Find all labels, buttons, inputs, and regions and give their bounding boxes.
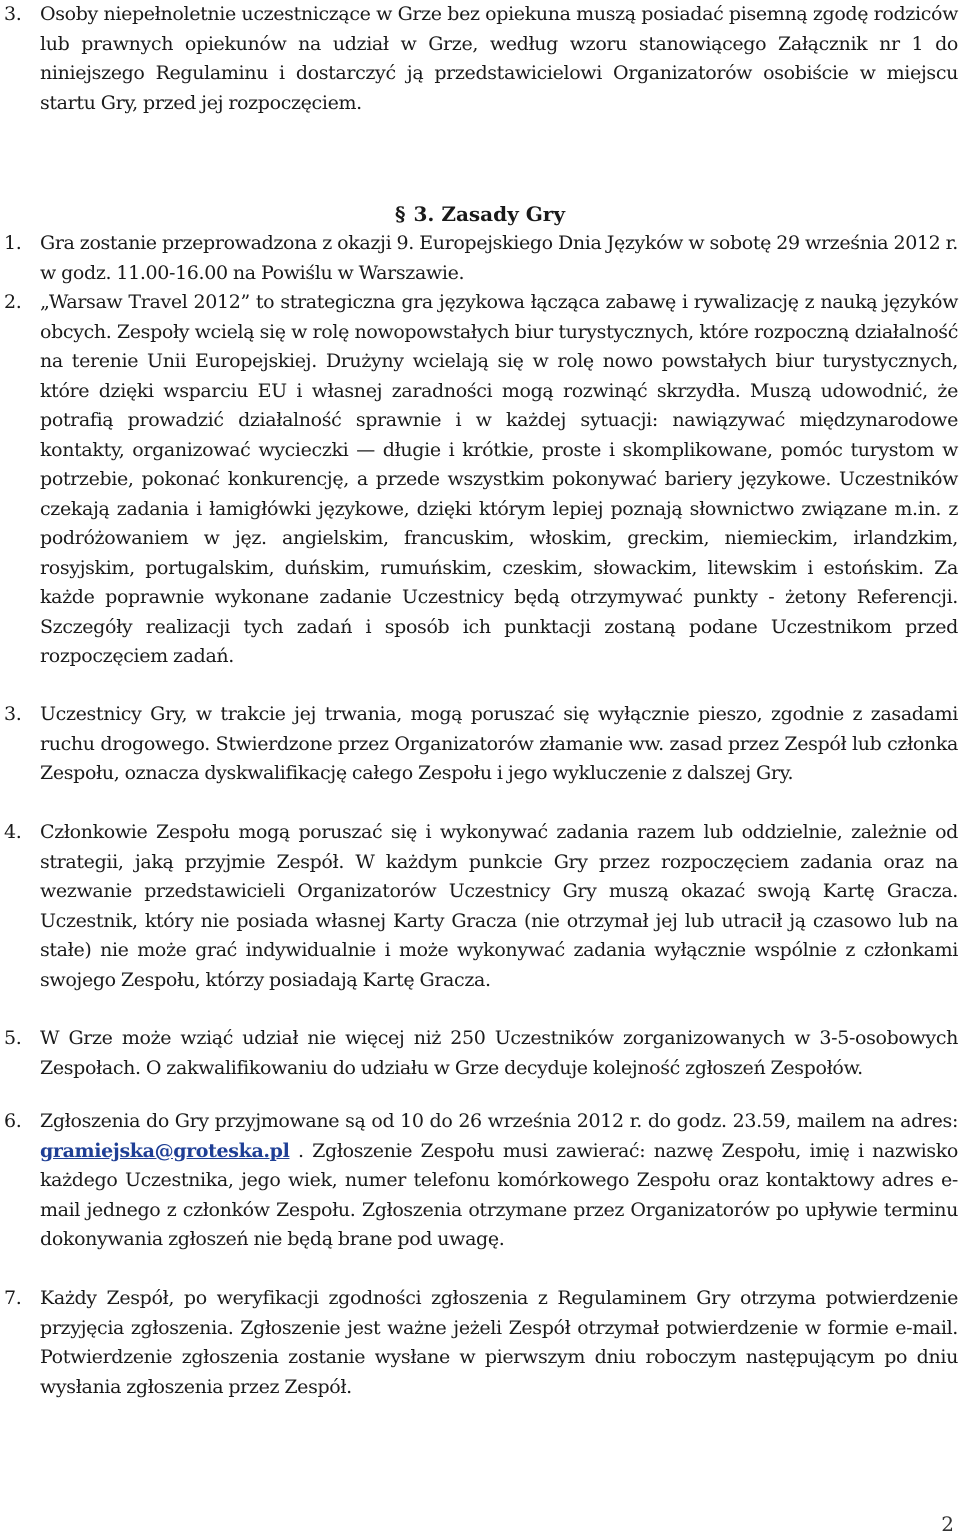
list-item-number: 6. [4,1110,22,1132]
list-item-7 [0,1284,958,1402]
list-item-number: 5. [4,1027,22,1049]
list-item-5 [0,1024,958,1083]
list-item-number: 1. [4,232,22,254]
list-item-text: Każdy Zespół, po weryfikacji zgodności zgłoszenia z Regulaminem Gry otrzyma potwierdzenie przyjęcia zgłoszenia. Zgłoszenie jest ważne jeżeli Zespół otrzymał potwierdzenie w formie e-mail. Potwierdzenie zgłoszenia zostanie wysłane w pierwszym dniu roboczym następującym po dniu wysłania zgłoszenia przez Zespół. [40,1287,958,1398]
list-item-text [40,1107,958,1255]
list-item-text: „Warsaw Travel 2012” to strategiczna gra językowa łącząca zabawę i rywalizację z nauką języków obcych. Zespoły wcielą się w rolę nowopowstałych biur turystycznych, które rozpoczną działalność na terenie Unii Europejskiej. Drużyny wcielają się w rolę nowo powstałych biur turystycznych, które dzięki wsparciu EU i własnej zaradności mogą rozwinąć skrzydła. Muszą udowodnić, że potrafią prowadzić działalność sprawnie i w każdej sytuacji: nawiązywać międzynarodowe kontakty, organizować wycieczki — długie i krótkie, proste i skomplikowane, pomóc turystom w potrzebie, pokonać konkurencję, a przede wszystkim pokonywać bariery językowe. Uczestników czekają zadania i łamigłówki językowe, dzięki którym lepiej poznają słownictwo związane m.in. z podróżowaniem w jęz. angielskim, francuskim, włoskim, greckim, niemieckim, irlandzkim, rosyjskim, portugalskim, duńskim, rumuńskim, czeskim, słowackim, litewskim i estońskim. Za każde poprawnie wykonane zadanie Uczestnicy będą otrzymywać punkty - żetony Referencji. Szczegóły realizacji tych zadań i sposób ich punktacji zostaną podane Uczestnikom przed rozpoczęciem zadań. [40,291,958,667]
list-item-text-end: . Zgłoszenie Zespołu musi zawierać: nazwę Zespołu, imię i nazwisko każdego Uczestnika, jego wiek, numer telefonu komórkowego Zespołu oraz kontaktowy adres e-mail jednego z członków Zespołu. Zgłoszenia otrzymane przez Organizatorów po upływie terminu dokonywania zgłoszeń nie będą brane pod uwagę. [40,1139,958,1250]
list-item-number: 2. [4,291,22,313]
list-item-2 [0,288,958,672]
list-item-guardian-consent [0,0,958,118]
list-item-text: W Grze może wziąć udział nie więcej niż 250 Uczestników zorganizowanych w 3-5-osobowych Zespołach. O zakwalifikowaniu do udziału w Grze decyduje kolejność zgłoszeń Zespołów. [40,1027,958,1079]
list-item-number: 7. [4,1287,22,1309]
list-item-text: Osoby niepełnoletnie uczestniczące w Grze bez opiekuna muszą posiadać pisemną zgodę rodziców lub prawnych opiekunów na udział w Grze, według wzoru stanowiącego Załącznik nr 1 do niniejszego Regulaminu i dostarczyć ją przedstawicielowi Organizatorów osobiście w miejscu startu Gry, przed jej rozpoczęciem. [40,3,958,114]
list-item-text-start: Zgłoszenia do Gry przyjmowane są od 10 do 26 września 2012 r. do godz. 23.59, mailem na adres: [40,1110,958,1132]
list-item-1 [0,229,958,288]
list-item-3 [0,700,958,789]
section-symbol: § [395,202,406,226]
page-number: 2 [941,1512,954,1536]
list-item-text: Uczestnicy Gry, w trakcie jej trwania, mogą poruszać się wyłącznie pieszo, zgodnie z zasadami ruchu drogowego. Stwierdzone przez Organizatorów złamanie ww. zasad przez Zespół lub członka Zespołu, oznacza dyskwalifikację całego Zespołu i jego wykluczenie z dalszej Gry. [40,703,958,784]
list-item-4 [0,818,958,995]
list-item-number: 3. [4,3,22,25]
email-link[interactable]: gramiejska@groteska.pl [40,1139,290,1162]
section-heading [0,200,960,229]
list-item-number: 4. [4,821,22,843]
list-item-number: 3. [4,703,22,725]
list-item-6 [0,1107,958,1255]
section-title: 3. Zasady Gry [413,202,565,226]
list-item-text: Członkowie Zespołu mogą poruszać się i wykonywać zadania razem lub oddzielnie, zależnie od strategii, jaką przyjmie Zespół. W każdym punkcie Gry przez rozpoczęciem zadania oraz na wezwanie przedstawicieli Organizatorów Uczestnicy Gry muszą okazać swoją Kartę Gracza. Uczestnik, który nie posiada własnej Karty Gracza (nie otrzymał jej lub utracił ją czasowo lub na stałe) nie może grać indywidualnie i może wykonywać zadania wyłącznie wspólnie z członkami swojego Zespołu, którzy posiadają Kartę Gracza. [40,821,958,991]
list-item-text: Gra zostanie przeprowadzona z okazji 9. Europejskiego Dnia Języków w sobotę 29 września 2012 r. w godz. 11.00-16.00 na Powiślu w Warszawie. [40,232,958,284]
